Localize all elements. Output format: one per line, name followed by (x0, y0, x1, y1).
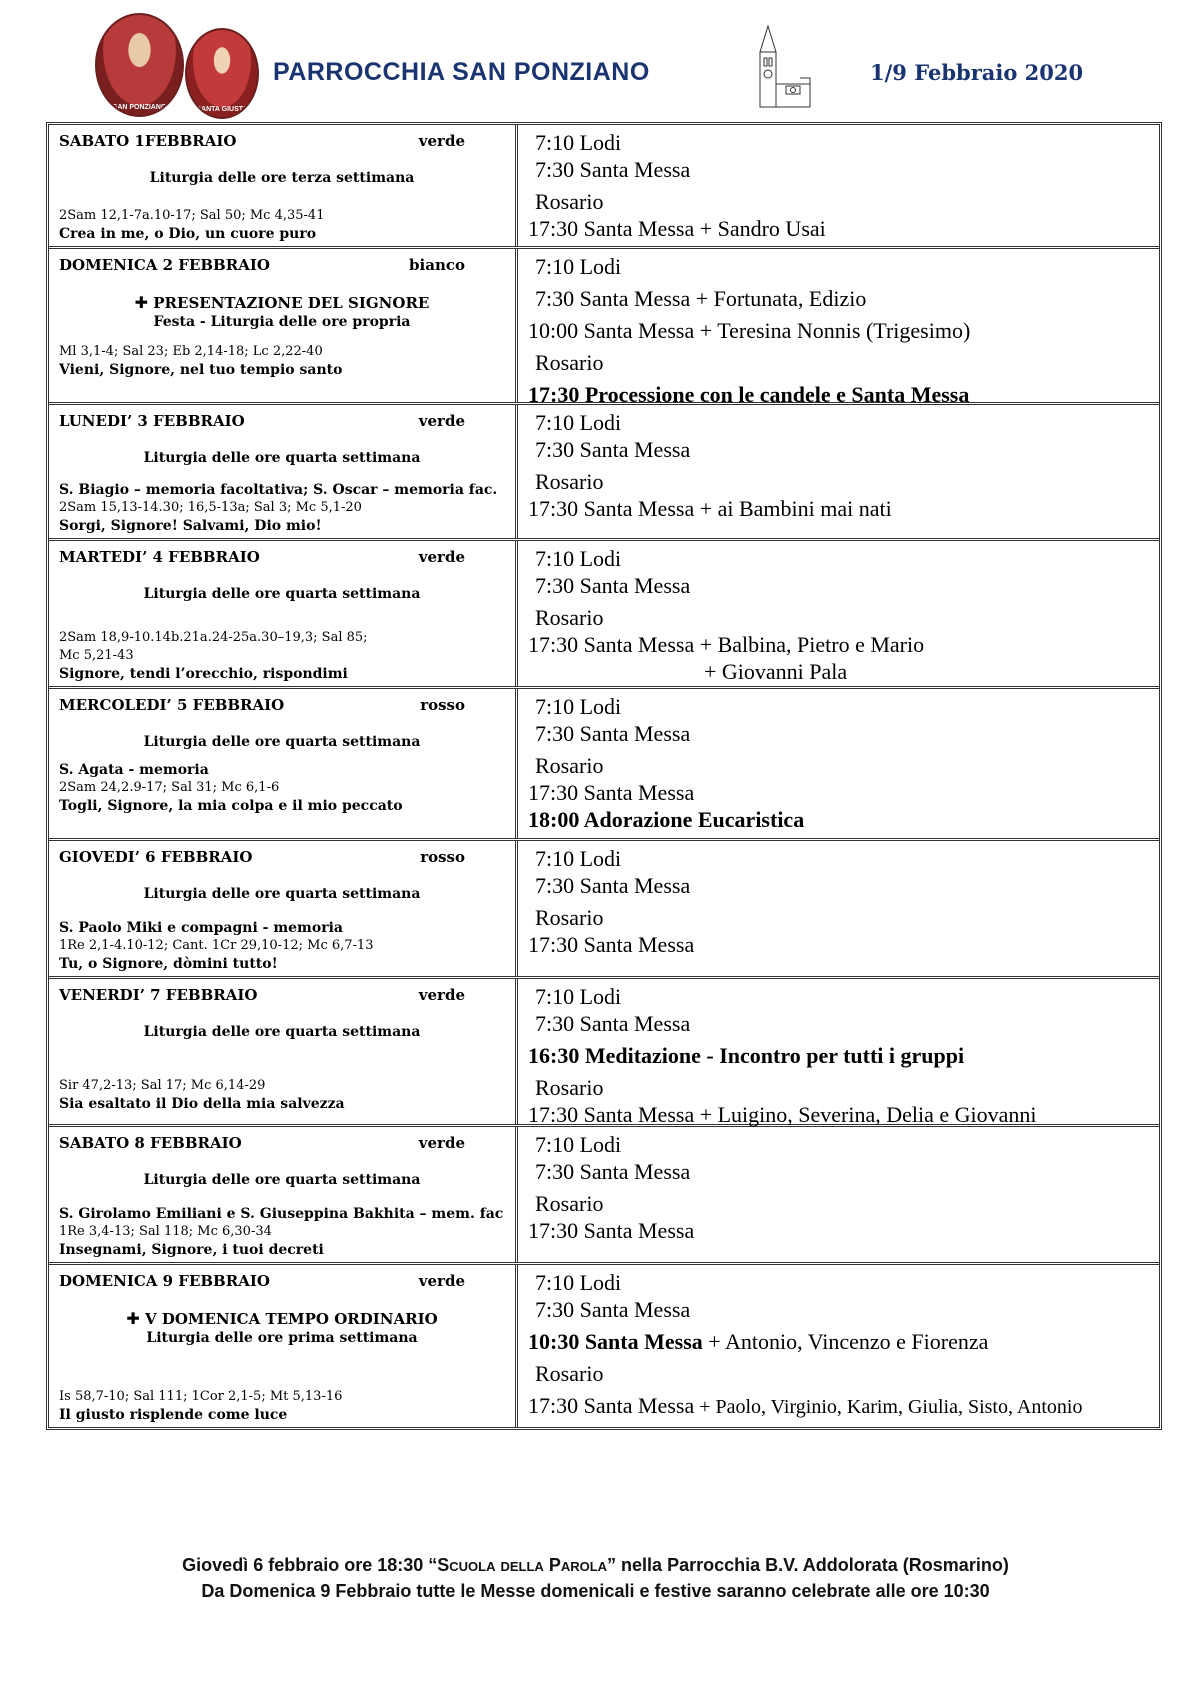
event-entry: 7:10 Lodi (535, 984, 622, 1009)
event-entry: Rosario (535, 1361, 604, 1386)
event-entry: 7:10 Lodi (535, 1132, 622, 1157)
footer-notice-text: ” nella Parrocchia B.V. Addolorata (Rosmarino) (607, 1555, 1009, 1575)
event-entry: 7:10 Lodi (535, 130, 622, 155)
day-liturgy-cell (49, 689, 518, 838)
day-title: DOMENICA 9 FEBBRAIO (59, 1272, 270, 1290)
weekly-schedule-table (46, 122, 1162, 1430)
day-events-cell (518, 1127, 1159, 1262)
event-entry: 17:30 Santa Messa (528, 932, 695, 957)
event-entry: 7:30 Santa Messa (535, 157, 691, 182)
parish-title: PARROCCHIA SAN PONZIANO (273, 58, 650, 86)
liturgical-color: rosso (420, 696, 465, 714)
day-title: MARTEDI’ 4 FEBBRAIO (59, 548, 260, 566)
liturgy-of-hours: Liturgia delle ore terza settimana (149, 170, 415, 186)
bell-tower-icon (756, 22, 816, 112)
day-header (59, 131, 505, 151)
scripture-readings: Is 58,7-10; Sal 111; 1Cor 2,1-5; Mt 5,13-16 (59, 1389, 343, 1404)
page-header (0, 0, 1191, 120)
event-entry: 7:10 Lodi (535, 410, 622, 435)
date-range: 1/9 Febbraio 2020 (870, 60, 1084, 85)
day-events-cell (518, 249, 1159, 407)
day-row (49, 405, 1159, 541)
liturgy-of-hours: Liturgia delle ore quarta settimana (143, 1172, 421, 1188)
psalm-response: Il giusto risplende come luce (59, 1407, 288, 1423)
saint-memorial: S. Girolamo Emiliani e S. Giuseppina Bakhita – mem. fac (59, 1206, 504, 1222)
day-header (59, 255, 505, 275)
day-title: MERCOLEDI’ 5 FEBBRAIO (59, 696, 285, 714)
psalm-response: Signore, tendi l’orecchio, rispondimi (59, 666, 348, 682)
cross-icon: ✚ (126, 1309, 140, 1328)
scripture-readings: Ml 3,1-4; Sal 23; Eb 2,14-18; Lc 2,22-40 (59, 344, 323, 359)
psalm-response: Togli, Signore, la mia colpa e il mio peccato (59, 798, 403, 814)
day-liturgy-cell (49, 979, 518, 1124)
event-entry: Rosario (535, 1075, 604, 1100)
event-entry: 7:30 Santa Messa (535, 721, 691, 746)
liturgy-of-hours: Liturgia delle ore prima settimana (146, 1330, 418, 1346)
day-liturgy-cell (49, 125, 518, 246)
day-liturgy-cell (49, 405, 518, 538)
event-entry: 7:10 Lodi (535, 1270, 622, 1295)
event-entry: 7:30 Santa Messa (535, 873, 691, 898)
readings-block (59, 481, 509, 536)
feast-title (59, 1309, 505, 1329)
psalm-response: Insegnami, Signore, i tuoi decreti (59, 1242, 324, 1258)
event-intention: + Antonio, Vincenzo e Fiorenza (702, 1329, 989, 1354)
day-row (49, 541, 1159, 689)
day-title: SABATO 8 FEBBRAIO (59, 1134, 242, 1152)
saint-memorial: S. Agata - memoria (59, 762, 209, 778)
day-liturgy-cell (49, 841, 518, 976)
day-liturgy-cell (49, 1265, 518, 1427)
event-entry: 7:30 Santa Messa (535, 1297, 691, 1322)
event-entry: 17:30 Santa Messa + Sandro Usai (528, 216, 826, 241)
event-entry: 17:30 Processione con le candele e Santa Messa (528, 382, 970, 407)
scripture-readings: 1Re 3,4-13; Sal 118; Mc 6,30-34 (59, 1224, 272, 1239)
psalm-response: Sorgi, Signore! Salvami, Dio mio! (59, 518, 322, 534)
scripture-readings: 2Sam 24,2.9-17; Sal 31; Mc 6,1-6 (59, 780, 280, 795)
readings-block (59, 207, 509, 244)
readings-block (59, 1388, 509, 1425)
liturgical-color: verde (418, 1272, 465, 1290)
san-ponziano-medallion-icon (95, 13, 184, 117)
scripture-readings: Sir 47,2-13; Sal 17; Mc 6,14-29 (59, 1078, 266, 1093)
liturgical-color: verde (418, 548, 465, 566)
feast-name: PRESENTAZIONE DEL SIGNORE (153, 294, 430, 312)
cross-icon: ✚ (134, 293, 149, 312)
psalm-response: Sia esaltato il Dio della mia salvezza (59, 1096, 345, 1112)
day-title: DOMENICA 2 FEBBRAIO (59, 256, 270, 274)
psalm-response: Vieni, Signore, nel tuo tempio santo (59, 362, 343, 378)
scripture-readings: 2Sam 15,13-14.30; 16,5-13a; Sal 3; Mc 5,1-20 (59, 500, 362, 515)
saint-memorial: S. Biagio – memoria facoltativa; S. Oscar – memoria fac. (59, 482, 498, 498)
medallion-caption: SAN PONZIANO (112, 104, 167, 111)
liturgical-color: verde (418, 1134, 465, 1152)
day-events-cell (518, 541, 1159, 686)
liturgy-of-hours: Festa - Liturgia delle ore propria (153, 314, 411, 330)
footer-notice-2: Da Domenica 9 Febbraio tutte le Messe domenicali e festive saranno celebrate alle ore 10:30 (201, 1581, 990, 1601)
event-entry: 7:30 Santa Messa (535, 1159, 691, 1184)
readings-block (59, 629, 509, 684)
day-header (59, 547, 505, 567)
liturgy-of-hours: Liturgia delle ore quarta settimana (143, 1024, 421, 1040)
event-entry: 7:10 Lodi (535, 846, 622, 871)
day-title: SABATO 1FEBBRAIO (59, 132, 237, 150)
scripture-readings: 1Re 2,1-4.10-12; Cant. 1Cr 29,10-12; Mc 6,7-13 (59, 938, 374, 953)
day-header (59, 985, 505, 1005)
event-entry: 17:30 Santa Messa + Luigino, Severina, Delia e Giovanni (528, 1102, 1037, 1127)
liturgical-color: verde (418, 412, 465, 430)
event-entry: 7:10 Lodi (535, 694, 622, 719)
scripture-readings: 2Sam 12,1-7a.10-17; Sal 50; Mc 4,35-41 (59, 208, 325, 223)
event-entry: Rosario (535, 905, 604, 930)
event-entry: 18:00 Adorazione Eucaristica (528, 807, 805, 832)
day-row (49, 249, 1159, 405)
day-header (59, 411, 505, 431)
day-header (59, 847, 505, 867)
day-row (49, 979, 1159, 1127)
day-events-cell (518, 405, 1159, 538)
day-header (59, 1271, 505, 1291)
event-entry: 17:30 Santa Messa (528, 1218, 695, 1243)
event-entry: Rosario (535, 350, 604, 375)
readings-block (59, 761, 509, 816)
liturgical-color: verde (418, 132, 465, 150)
day-events-cell (518, 979, 1159, 1127)
day-events-cell (518, 125, 1159, 246)
event-entry (528, 1328, 1151, 1355)
day-liturgy-cell (49, 249, 518, 402)
event-entry: 16:30 Meditazione - Incontro per tutti i gruppi (528, 1043, 965, 1068)
footer-notice-text: Giovedì 6 febbraio ore 18:30 “ (182, 1555, 438, 1575)
event-entry: 7:10 Lodi (535, 546, 622, 571)
liturgy-of-hours: Liturgia delle ore quarta settimana (143, 450, 421, 466)
event-entry: 7:30 Santa Messa (535, 437, 691, 462)
scripture-readings: Mc 5,21-43 (59, 648, 134, 663)
day-title: LUNEDI’ 3 FEBBRAIO (59, 412, 245, 430)
event-entry: 17:30 Santa Messa + Balbina, Pietro e Mario (528, 632, 925, 657)
feast-name: V DOMENICA TEMPO ORDINARIO (144, 1310, 438, 1328)
day-title: VENERDI’ 7 FEBBRAIO (59, 986, 258, 1004)
scripture-readings: 2Sam 18,9-10.14b.21a.24-25a.30–19,3; Sal 85; (59, 630, 368, 645)
event-entry: Rosario (535, 469, 604, 494)
liturgy-of-hours: Liturgia delle ore quarta settimana (143, 886, 421, 902)
event-time-title: 17:30 Santa Messa (528, 1393, 695, 1418)
event-entry (528, 1392, 1151, 1421)
day-events-cell (518, 689, 1159, 838)
day-row (49, 841, 1159, 979)
event-entry: Rosario (535, 1191, 604, 1216)
event-entry: 7:30 Santa Messa (535, 573, 691, 598)
day-header (59, 695, 505, 715)
liturgical-color: verde (418, 986, 465, 1004)
day-row (49, 125, 1159, 249)
event-entry: + Giovanni Pala (704, 659, 848, 684)
event-entry: 7:10 Lodi (535, 254, 622, 279)
event-intention: + Paolo, Virginio, Karim, Giulia, Sisto, Antonio (694, 1396, 1083, 1418)
event-entry: Rosario (535, 189, 604, 214)
santa-giusta-medallion-icon (185, 28, 259, 119)
event-entry: 10:00 Santa Messa + Teresina Nonnis (Trigesimo) (528, 318, 971, 343)
event-entry: 7:30 Santa Messa + Fortunata, Edizio (535, 286, 867, 311)
readings-block (59, 343, 509, 380)
readings-block (59, 1205, 509, 1260)
psalm-response: Tu, o Signore, dòmini tutto! (59, 956, 278, 972)
feast-title (59, 293, 505, 313)
day-title: GIOVEDI’ 6 FEBBRAIO (59, 848, 253, 866)
day-row (49, 1265, 1159, 1427)
day-header (59, 1133, 505, 1153)
footer-notice-1 (0, 1555, 1191, 1576)
event-entry: Rosario (535, 605, 604, 630)
day-events-cell (518, 841, 1159, 976)
event-entry: 7:30 Santa Messa (535, 1011, 691, 1036)
readings-block (59, 919, 509, 974)
event-entry: 17:30 Santa Messa (528, 780, 695, 805)
day-liturgy-cell (49, 1127, 518, 1262)
day-liturgy-cell (49, 541, 518, 686)
day-events-cell (518, 1265, 1159, 1427)
saint-memorial: S. Paolo Miki e compagni - memoria (59, 920, 343, 936)
readings-block (59, 1077, 509, 1114)
liturgy-of-hours: Liturgia delle ore quarta settimana (143, 586, 421, 602)
liturgical-color: bianco (409, 256, 465, 274)
day-row (49, 1127, 1159, 1265)
event-entry: 17:30 Santa Messa + ai Bambini mai nati (528, 496, 892, 521)
footer-event-name: Scuola della Parola (437, 1555, 608, 1575)
psalm-response: Crea in me, o Dio, un cuore puro (59, 226, 317, 242)
medallion-caption: SANTA GIUSTA (196, 106, 248, 113)
liturgical-color: rosso (420, 848, 465, 866)
event-entry: Rosario (535, 753, 604, 778)
event-time-title: 10:30 Santa Messa (528, 1329, 703, 1354)
liturgy-of-hours: Liturgia delle ore quarta settimana (143, 734, 421, 750)
day-row (49, 689, 1159, 841)
